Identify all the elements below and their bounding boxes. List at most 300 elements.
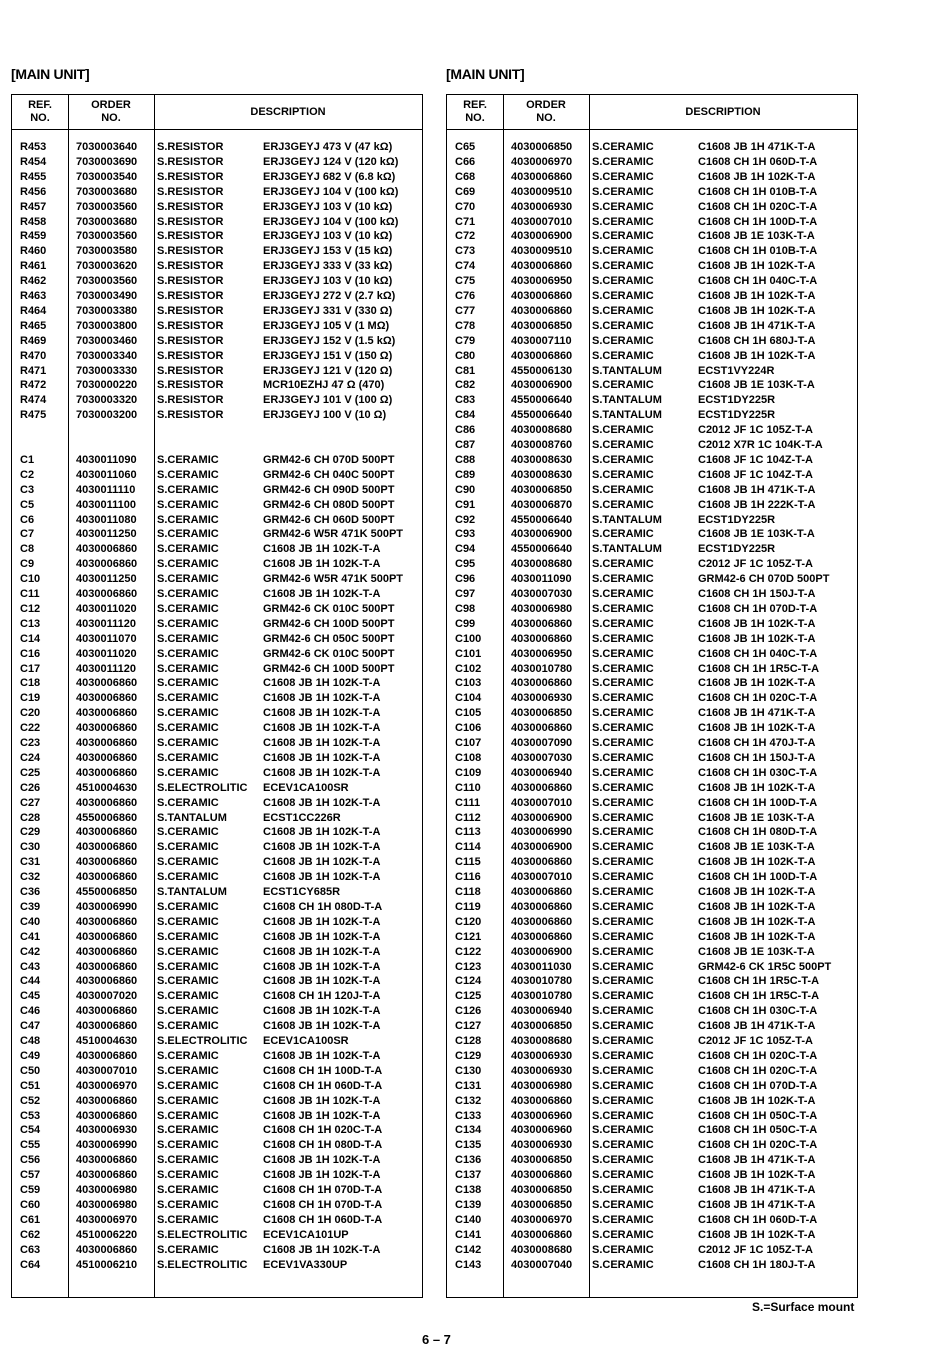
- part-type-cell: S.CERAMIC: [592, 141, 654, 153]
- order-no-cell: 7030003640: [76, 141, 138, 153]
- ref-no-cell: C143: [455, 1258, 482, 1271]
- part-spec-cell: GRM42-6 CH 070D 500PT: [698, 573, 830, 586]
- part-type-cell: S.CERAMIC: [592, 379, 654, 392]
- description-header: [589, 95, 857, 129]
- ref-no-cell: C72: [455, 230, 476, 243]
- table-row: [447, 408, 857, 423]
- part-spec-cell: C1608 CH 1H 060D-T-A: [698, 155, 818, 168]
- part-type-cell: S.CERAMIC: [592, 1213, 654, 1226]
- order-no-cell: 7030003490: [76, 290, 138, 302]
- ref-no-cell: C10: [20, 573, 41, 586]
- part-type-cell: S.CERAMIC: [592, 319, 654, 332]
- part-type-cell: S.TANTALUM: [592, 364, 662, 377]
- table-row: [447, 334, 857, 349]
- order-no-cell: 4030006930: [511, 1139, 573, 1152]
- part-spec-cell: ERJ3GEYJ 103 V (10 kΩ): [263, 200, 393, 213]
- part-spec-cell: ERJ3GEYJ 121 V (120 Ω): [263, 364, 393, 377]
- part-spec-cell: C1608 JB 1E 103K-T-A: [698, 945, 815, 958]
- part-spec-cell: C1608 JB 1H 471K-T-A: [698, 1198, 816, 1211]
- table-row: [447, 840, 857, 855]
- right-parts-table: [446, 94, 858, 1298]
- table-row: [447, 1138, 857, 1153]
- order-no-cell: 4030007010: [76, 1064, 138, 1077]
- table-row: [447, 483, 857, 498]
- table-row: [12, 468, 422, 483]
- ref-no-cell: R474: [20, 394, 47, 407]
- part-spec-cell: GRM42-6 CH 040C 500PT: [263, 468, 395, 481]
- part-spec-cell: GRM42-6 CH 100D 500PT: [263, 617, 395, 630]
- order-header-line1: ORDER: [526, 99, 566, 111]
- part-type-cell: S.RESISTOR: [157, 319, 224, 332]
- part-spec-cell: C1608 CH 1H 020C-T-A: [698, 1139, 818, 1152]
- ref-no-cell: C98: [455, 602, 476, 615]
- table-row: [447, 527, 857, 542]
- part-spec-cell: ECST1DY225R: [698, 543, 776, 556]
- part-type-cell: S.CERAMIC: [592, 468, 654, 481]
- part-type-cell: S.CERAMIC: [592, 662, 654, 675]
- left-parts-table: [11, 94, 423, 1298]
- table-row: [12, 408, 422, 423]
- table-row: [12, 811, 422, 826]
- table-row: [447, 811, 857, 826]
- ref-no-cell: C103: [455, 677, 482, 690]
- table-row: [12, 855, 422, 870]
- part-spec-cell: C1608 JB 1E 103K-T-A: [698, 230, 815, 243]
- ref-no-cell: C55: [20, 1139, 41, 1152]
- table-row: [12, 945, 422, 960]
- part-type-cell: S.RESISTOR: [157, 245, 224, 258]
- table-row: [447, 1228, 857, 1243]
- ref-no-cell: C46: [20, 1005, 41, 1018]
- order-no-cell: 4030006930: [511, 1049, 573, 1062]
- ref-no-cell: C137: [455, 1169, 482, 1182]
- part-type-cell: S.CERAMIC: [592, 945, 654, 958]
- table-row: [447, 274, 857, 289]
- order-no-cell: 7030003560: [76, 200, 138, 213]
- part-spec-cell: C1608 JB 1H 102K-T-A: [263, 871, 381, 884]
- order-no-cell: 4030006940: [511, 766, 573, 779]
- table-row: [447, 1094, 857, 1109]
- part-type-cell: S.CERAMIC: [157, 1020, 219, 1033]
- ref-no-cell: C60: [20, 1198, 41, 1211]
- ref-no-cell: C1: [20, 453, 35, 466]
- part-spec-cell: C1608 JB 1H 102K-T-A: [263, 1243, 381, 1256]
- table-row: [12, 304, 422, 319]
- ref-no-cell: C7: [20, 528, 35, 541]
- table-row: [12, 259, 422, 274]
- order-no-cell: 4510004630: [76, 781, 138, 794]
- part-spec-cell: C1608 CH 1H 680J-T-A: [698, 334, 816, 347]
- order-no-cell: 4030008760: [511, 439, 573, 451]
- ref-no-cell: C95: [455, 558, 476, 571]
- part-type-cell: S.CERAMIC: [157, 766, 219, 779]
- table-row: [447, 229, 857, 244]
- order-no-cell: 4030006990: [511, 826, 573, 839]
- part-spec-cell: C2012 JF 1C 105Z-T-A: [698, 558, 813, 571]
- order-header-line2: NO.: [101, 112, 121, 124]
- ref-no-cell: C3: [20, 483, 35, 496]
- order-no-cell: 4030006860: [511, 856, 573, 869]
- table-row: [447, 870, 857, 885]
- ref-no-cell: C19: [20, 692, 41, 705]
- part-spec-cell: C1608 JB 1H 102K-T-A: [698, 170, 816, 183]
- table-row: [12, 960, 422, 975]
- part-type-cell: S.RESISTOR: [157, 185, 224, 198]
- part-spec-cell: MCR10EZHJ 47 Ω (470): [263, 379, 385, 392]
- part-spec-cell: C1608 JB 1H 102K-T-A: [698, 349, 816, 362]
- part-spec-cell: ERJ3GEYJ 104 V (100 kΩ): [263, 185, 399, 198]
- part-type-cell: S.CERAMIC: [157, 1094, 219, 1107]
- table-row: [12, 155, 422, 170]
- ref-no-cell: C83: [455, 394, 476, 407]
- table-row: [12, 1183, 422, 1198]
- table-row: [12, 751, 422, 766]
- part-spec-cell: C2012 X7R 1C 104K-T-A: [698, 439, 823, 451]
- part-type-cell: S.RESISTOR: [157, 260, 224, 273]
- table-row: [447, 423, 857, 438]
- part-spec-cell: C1608 JB 1H 102K-T-A: [698, 617, 816, 630]
- order-no-cell: 4030006860: [76, 871, 138, 884]
- ref-no-cell: C24: [20, 751, 41, 764]
- part-type-cell: S.CERAMIC: [592, 528, 654, 541]
- part-spec-cell: C1608 JB 1H 102K-T-A: [263, 558, 381, 571]
- order-no-cell: 4030006860: [76, 960, 138, 973]
- table-row: [12, 1109, 422, 1124]
- order-no-cell: 4030006860: [511, 722, 573, 735]
- part-type-cell: S.ELECTROLITIC: [157, 781, 248, 794]
- part-type-cell: S.CERAMIC: [157, 1213, 219, 1226]
- part-type-cell: S.CERAMIC: [157, 528, 219, 541]
- order-no-cell: 4030006860: [511, 290, 573, 302]
- ref-no-cell: C42: [20, 945, 41, 958]
- order-no-cell: 4030008680: [511, 1243, 573, 1256]
- ref-no-cell: C18: [20, 677, 41, 690]
- part-spec-cell: C1608 JB 1E 103K-T-A: [698, 379, 815, 392]
- part-type-cell: S.CERAMIC: [592, 960, 654, 973]
- part-type-cell: S.CERAMIC: [592, 900, 654, 913]
- part-spec-cell: C1608 JB 1H 102K-T-A: [263, 796, 381, 809]
- table-row: [447, 200, 857, 215]
- part-type-cell: S.CERAMIC: [592, 617, 654, 630]
- part-type-cell: S.CERAMIC: [592, 1243, 654, 1256]
- part-type-cell: S.CERAMIC: [157, 617, 219, 630]
- table-row: [447, 825, 857, 840]
- ref-no-cell: C29: [20, 826, 41, 839]
- part-spec-cell: C1608 JB 1H 102K-T-A: [698, 1169, 816, 1182]
- ref-no-cell: C41: [20, 930, 41, 943]
- ref-no-cell: R453: [20, 141, 47, 153]
- table-row: [12, 334, 422, 349]
- order-no-cell: 4030011120: [76, 617, 136, 630]
- ref-no-cell: C27: [20, 796, 41, 809]
- part-spec-cell: ERJ3GEYJ 152 V (1.5 kΩ): [263, 334, 396, 347]
- ref-no-cell: C96: [455, 573, 476, 586]
- table-row: [447, 602, 857, 617]
- ref-no-cell: C26: [20, 781, 41, 794]
- order-no-cell: 4030006860: [76, 1020, 138, 1033]
- part-spec-cell: ECST1DY225R: [698, 394, 776, 407]
- order-no-cell: 4030006860: [76, 945, 138, 958]
- table-row: [12, 557, 422, 572]
- order-no-cell: 4030011100: [76, 498, 136, 511]
- table-row: [447, 647, 857, 662]
- order-no-cell: 4030006990: [76, 1139, 138, 1152]
- table-row: [12, 1153, 422, 1168]
- order-no-cell: 4030007110: [511, 334, 572, 347]
- ref-no-cell: C110: [455, 781, 481, 794]
- order-no-cell: 4030006960: [511, 1124, 573, 1137]
- ref-no-header: [447, 95, 503, 129]
- order-no-cell: 4030006860: [511, 632, 573, 645]
- table-row: [447, 289, 857, 304]
- order-no-cell: 4030006860: [76, 1109, 138, 1122]
- ref-no-cell: C16: [20, 647, 41, 660]
- part-spec-cell: GRM42-6 CK 010C 500PT: [263, 647, 395, 660]
- part-type-cell: S.CERAMIC: [592, 602, 654, 615]
- ref-no-cell: C82: [455, 379, 476, 392]
- part-type-cell: S.CERAMIC: [592, 990, 654, 1003]
- ref-no-cell: C36: [20, 886, 41, 898]
- table-row: [447, 796, 857, 811]
- ref-no-cell: C105: [455, 707, 482, 720]
- order-no-cell: 4030008680: [511, 1035, 573, 1047]
- ref-no-cell: C61: [20, 1213, 41, 1226]
- table-row: [12, 796, 422, 811]
- part-type-cell: S.TANTALUM: [157, 811, 227, 824]
- ref-no-cell: C141: [455, 1228, 482, 1241]
- order-no-cell: 4030006970: [76, 1213, 138, 1226]
- part-type-cell: S.CERAMIC: [592, 588, 654, 600]
- ref-no-cell: C17: [20, 662, 41, 675]
- ref-no-cell: R465: [20, 319, 47, 332]
- ref-no-cell: C50: [20, 1064, 41, 1077]
- table-row: [12, 319, 422, 334]
- order-no-cell: 4030007040: [511, 1258, 573, 1271]
- part-type-cell: S.RESISTOR: [157, 141, 224, 153]
- part-type-cell: S.ELECTROLITIC: [157, 1228, 248, 1241]
- ref-no-cell: C114: [455, 841, 481, 854]
- order-no-cell: 4030006860: [511, 304, 573, 317]
- ref-no-cell: C125: [455, 990, 482, 1003]
- ref-no-cell: C52: [20, 1094, 41, 1107]
- table-row: [12, 1019, 422, 1034]
- part-type-cell: S.CERAMIC: [592, 1139, 654, 1152]
- left-section-heading: [MAIN UNIT]: [11, 66, 90, 82]
- order-no-cell: 4030009510: [511, 185, 573, 198]
- order-no-cell: 4030006900: [511, 230, 573, 243]
- table-row: [12, 513, 422, 528]
- part-spec-cell: C1608 JB 1H 102K-T-A: [263, 1109, 381, 1122]
- ref-no-cell: C71: [455, 215, 476, 228]
- part-type-cell: S.CERAMIC: [157, 498, 219, 511]
- table-row: [447, 766, 857, 781]
- part-spec-cell: C1608 CH 1H 020C-T-A: [698, 692, 818, 705]
- part-spec-cell: ERJ3GEYJ 331 V (330 Ω): [263, 304, 393, 317]
- part-spec-cell: C1608 CH 1H 080D-T-A: [263, 1139, 383, 1152]
- ref-no-cell: C111: [455, 796, 481, 809]
- ref-no-cell: C116: [455, 871, 481, 884]
- part-type-cell: S.RESISTOR: [157, 379, 224, 392]
- part-type-cell: S.CERAMIC: [592, 1094, 654, 1107]
- table-row: [447, 1123, 857, 1138]
- part-spec-cell: ERJ3GEYJ 104 V (100 kΩ): [263, 215, 399, 228]
- part-type-cell: S.CERAMIC: [157, 915, 219, 928]
- table-row: [447, 259, 857, 274]
- ref-no-cell: C109: [455, 766, 482, 779]
- part-type-cell: S.ELECTROLITIC: [157, 1258, 248, 1271]
- part-spec-cell: C1608 CH 1H 120J-T-A: [263, 990, 381, 1003]
- ref-no-cell: C119: [455, 900, 481, 913]
- part-spec-cell: C1608 JB 1H 102K-T-A: [263, 722, 381, 735]
- ref-no-cell: C88: [455, 453, 476, 466]
- ref-no-cell: C90: [455, 483, 476, 496]
- ref-no-cell: C136: [455, 1154, 482, 1167]
- order-no-cell: 4030011090: [511, 573, 572, 586]
- order-no-cell: 4030006850: [511, 141, 573, 153]
- ref-no-cell: C73: [455, 245, 476, 258]
- table-row: [12, 1213, 422, 1228]
- part-type-cell: S.RESISTOR: [157, 170, 224, 183]
- table-row: [12, 676, 422, 691]
- table-row: [447, 1049, 857, 1064]
- order-no-cell: 4030006850: [511, 1154, 573, 1167]
- part-spec-cell: C1608 JB 1H 102K-T-A: [263, 1094, 381, 1107]
- order-no-cell: 4030006850: [511, 483, 573, 496]
- order-no-cell: 4030006860: [76, 737, 138, 749]
- ref-no-cell: C13: [20, 617, 41, 630]
- ref-no-cell: C100: [455, 632, 482, 645]
- part-type-cell: S.RESISTOR: [157, 290, 224, 302]
- order-no-cell: 4030006970: [76, 1079, 138, 1092]
- table-row: [447, 855, 857, 870]
- ref-no-cell: R457: [20, 200, 47, 213]
- table-row: [12, 572, 422, 587]
- ref-no-cell: C92: [455, 513, 476, 526]
- part-type-cell: S.CERAMIC: [592, 215, 654, 228]
- table-row: [12, 587, 422, 602]
- order-no-cell: 7030003680: [76, 215, 138, 228]
- part-spec-cell: C1608 CH 1H 1R5C-T-A: [698, 662, 820, 675]
- part-type-cell: S.RESISTOR: [157, 334, 224, 347]
- order-no-cell: 4030006860: [76, 796, 138, 809]
- order-no-cell: 7030003620: [76, 260, 138, 273]
- order-no-cell: 4030006860: [511, 1094, 573, 1107]
- part-spec-cell: ECEV1CA100SR: [263, 781, 349, 794]
- part-type-cell: S.CERAMIC: [157, 856, 219, 869]
- order-no-cell: 4030006860: [76, 1169, 138, 1182]
- order-no-cell: 4030006860: [76, 692, 138, 705]
- table-row: [447, 1109, 857, 1124]
- part-spec-cell: ECST1DY225R: [698, 409, 776, 422]
- desc-header-label: DESCRIPTION: [685, 105, 761, 118]
- ref-no-cell: C97: [455, 588, 476, 600]
- part-spec-cell: C1608 CH 1H 030C-T-A: [698, 766, 818, 779]
- table-row: [12, 364, 422, 379]
- order-no-cell: 4030006970: [511, 155, 573, 168]
- ref-no-cell: C49: [20, 1049, 41, 1062]
- table-row: [447, 364, 857, 379]
- part-spec-cell: C1608 JB 1H 102K-T-A: [698, 856, 816, 869]
- table-row: [12, 989, 422, 1004]
- table-row: [447, 662, 857, 677]
- part-type-cell: S.CERAMIC: [592, 200, 654, 213]
- part-spec-cell: C1608 JB 1H 102K-T-A: [263, 841, 381, 854]
- ref-no-cell: C134: [455, 1124, 482, 1137]
- ref-no-cell: R469: [20, 334, 47, 347]
- part-type-cell: S.CERAMIC: [592, 260, 654, 273]
- order-no-cell: 4030008680: [511, 424, 573, 437]
- order-no-cell: 4030006900: [511, 528, 573, 541]
- part-type-cell: S.CERAMIC: [592, 1258, 654, 1271]
- part-spec-cell: C1608 JB 1E 103K-T-A: [698, 528, 815, 541]
- part-spec-cell: C1608 CH 1H 020C-T-A: [698, 1049, 818, 1062]
- ref-no-cell: R463: [20, 290, 47, 302]
- ref-no-cell: C99: [455, 617, 476, 630]
- order-no-cell: 4030006860: [76, 543, 138, 556]
- ref-no-cell: C133: [455, 1109, 482, 1122]
- ref-no-cell: C30: [20, 841, 41, 854]
- table-row: [12, 200, 422, 215]
- part-spec-cell: ERJ3GEYJ 101 V (100 Ω): [263, 394, 393, 407]
- order-no-cell: 4030011110: [76, 483, 136, 496]
- part-spec-cell: ECST1VY224R: [698, 364, 775, 377]
- order-no-cell: 4550006860: [76, 811, 138, 824]
- part-type-cell: S.CERAMIC: [157, 558, 219, 571]
- part-spec-cell: C1608 CH 1H 070D-T-A: [263, 1198, 383, 1211]
- ref-no-cell: C14: [20, 632, 41, 645]
- ref-no-cell: C94: [455, 543, 476, 556]
- order-header-line2: NO.: [536, 112, 556, 124]
- order-no-cell: 4030007030: [511, 588, 573, 600]
- part-type-cell: S.CERAMIC: [592, 573, 654, 586]
- part-spec-cell: C1608 JB 1H 102K-T-A: [263, 1154, 381, 1167]
- table-row: [12, 1123, 422, 1138]
- part-type-cell: S.CERAMIC: [157, 647, 219, 660]
- part-spec-cell: C1608 JB 1H 102K-T-A: [263, 930, 381, 943]
- ref-no-cell: C20: [20, 707, 41, 720]
- table-row: [447, 557, 857, 572]
- part-type-cell: S.CERAMIC: [157, 1124, 219, 1137]
- part-spec-cell: C1608 CH 1H 1R5C-T-A: [698, 975, 820, 988]
- table-row: [447, 617, 857, 632]
- ref-header-line2: NO.: [30, 112, 50, 124]
- order-no-cell: 4030011030: [511, 960, 572, 973]
- part-type-cell: S.CERAMIC: [592, 841, 654, 854]
- table-row: [12, 1138, 422, 1153]
- part-spec-cell: C1608 CH 1H 150J-T-A: [698, 588, 816, 600]
- part-spec-cell: C1608 CH 1H 070D-T-A: [263, 1184, 383, 1196]
- table-row: [12, 885, 422, 900]
- order-no-cell: 4030006860: [76, 856, 138, 869]
- table-row: [447, 542, 857, 557]
- order-no-cell: 7030003680: [76, 185, 138, 198]
- part-spec-cell: GRM42-6 CH 050C 500PT: [263, 632, 395, 645]
- part-type-cell: S.CERAMIC: [592, 647, 654, 660]
- order-no-cell: 4030010780: [511, 990, 573, 1003]
- part-spec-cell: C1608 JB 1H 222K-T-A: [698, 498, 816, 511]
- ref-no-cell: C132: [455, 1094, 482, 1107]
- table-row: [12, 602, 422, 617]
- part-spec-cell: C1608 JB 1H 471K-T-A: [698, 141, 816, 153]
- table-row: [447, 989, 857, 1004]
- part-type-cell: S.RESISTOR: [157, 200, 224, 213]
- order-header-line1: ORDER: [91, 99, 131, 111]
- table-row: [447, 215, 857, 230]
- table-row: [447, 1198, 857, 1213]
- table-row: [12, 617, 422, 632]
- part-type-cell: S.CERAMIC: [157, 543, 219, 556]
- order-no-cell: 4030006900: [511, 841, 573, 854]
